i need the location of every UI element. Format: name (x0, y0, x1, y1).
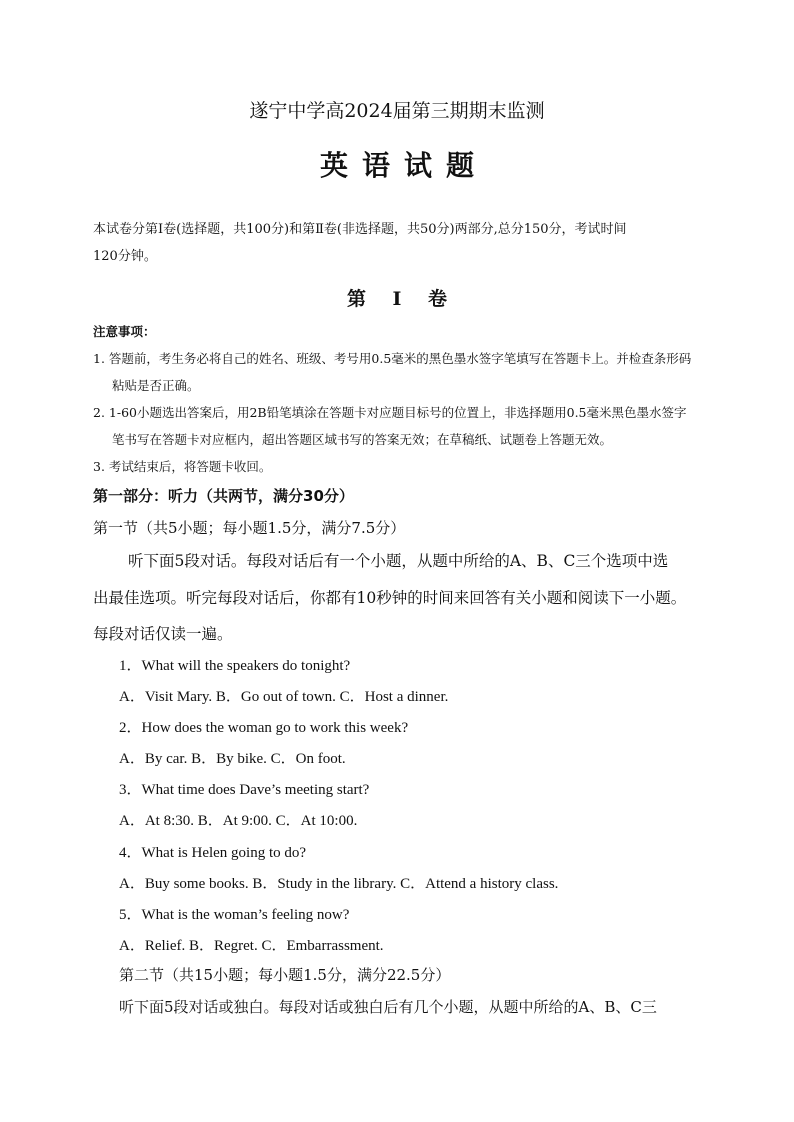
section2-heading: 第二节（共15小题；每小题1.5分，满分22.5分） (119, 966, 451, 984)
section2-directions: 听下面5段对话或独白。每段对话或独白后有几个小题，从题中所给的A、B、C三 (119, 998, 657, 1016)
exam-title: 遂宁中学高2024届第三期期末监测 (249, 100, 545, 122)
question-4: 4．What is Helen going to do? (119, 845, 307, 861)
intro-line-1: 本试卷分第Ⅰ卷(选择题，共100分)和第Ⅱ卷(非选择题，共50分)两部分,总分150分，考试时间 (93, 222, 627, 237)
question-2-options: A．By car. B．By bike. C．On foot. (119, 751, 346, 767)
section1-directions-3: 每段对话仅读一遍。 (93, 625, 233, 643)
part1-heading: 第一部分：听力（共两节，满分30分） (93, 487, 354, 505)
note-item-2-cont: 笔书写在答题卡对应框内，超出答题区域书写的答案无效；在草稿纸、试题卷上答题无效。 (112, 432, 613, 447)
question-2: 2．How does the woman go to work this week? (119, 720, 409, 736)
section1-directions-2: 出最佳选项。听完每段对话后，你都有10秒钟的时间来回答有关小题和阅读下一小题。 (93, 589, 687, 607)
question-1-options: A．Visit Mary. B．Go out of town. C．Host a dinner. (119, 689, 449, 705)
section1-heading: 第一节（共5小题；每小题1.5分，满分7.5分） (93, 519, 406, 537)
question-5: 5．What is the woman’s feeling now? (119, 907, 350, 923)
intro-line-2: 120分钟。 (93, 249, 157, 264)
question-3: 3．What time does Dave’s meeting start? (119, 782, 370, 798)
subject-title: 英语试题 (319, 149, 488, 182)
question-4-options: A．Buy some books. B．Study in the library. C．Attend a history class. (119, 876, 559, 892)
note-item-2: 2. 1-60小题选出答案后，用2B铅笔填涂在答题卡对应题目标号的位置上，非选择题用0.5毫米黑色墨水签字 (93, 405, 687, 420)
note-item-1: 1. 答题前，考生务必将自己的姓名、班级、考号用0.5毫米的黑色墨水签字笔填写在答题卡上。并检查条形码 (93, 351, 692, 366)
question-5-options: A．Relief. B．Regret. C．Embarrassment. (119, 938, 384, 954)
question-1: 1．What will the speakers do tonight? (119, 658, 351, 674)
volume-heading: 第 Ⅰ 卷 (346, 288, 458, 310)
section1-directions-1: 听下面5段对话。每段对话后有一个小题，从题中所给的A、B、C三个选项中选 (128, 552, 669, 570)
note-item-3: 3. 考试结束后，将答题卡收回。 (93, 459, 272, 474)
question-3-options: A．At 8:30. B．At 9:00. C．At 10:00. (119, 813, 358, 829)
note-item-1-cont: 粘贴是否正确。 (112, 378, 200, 393)
notes-heading: 注意事项： (93, 324, 156, 339)
